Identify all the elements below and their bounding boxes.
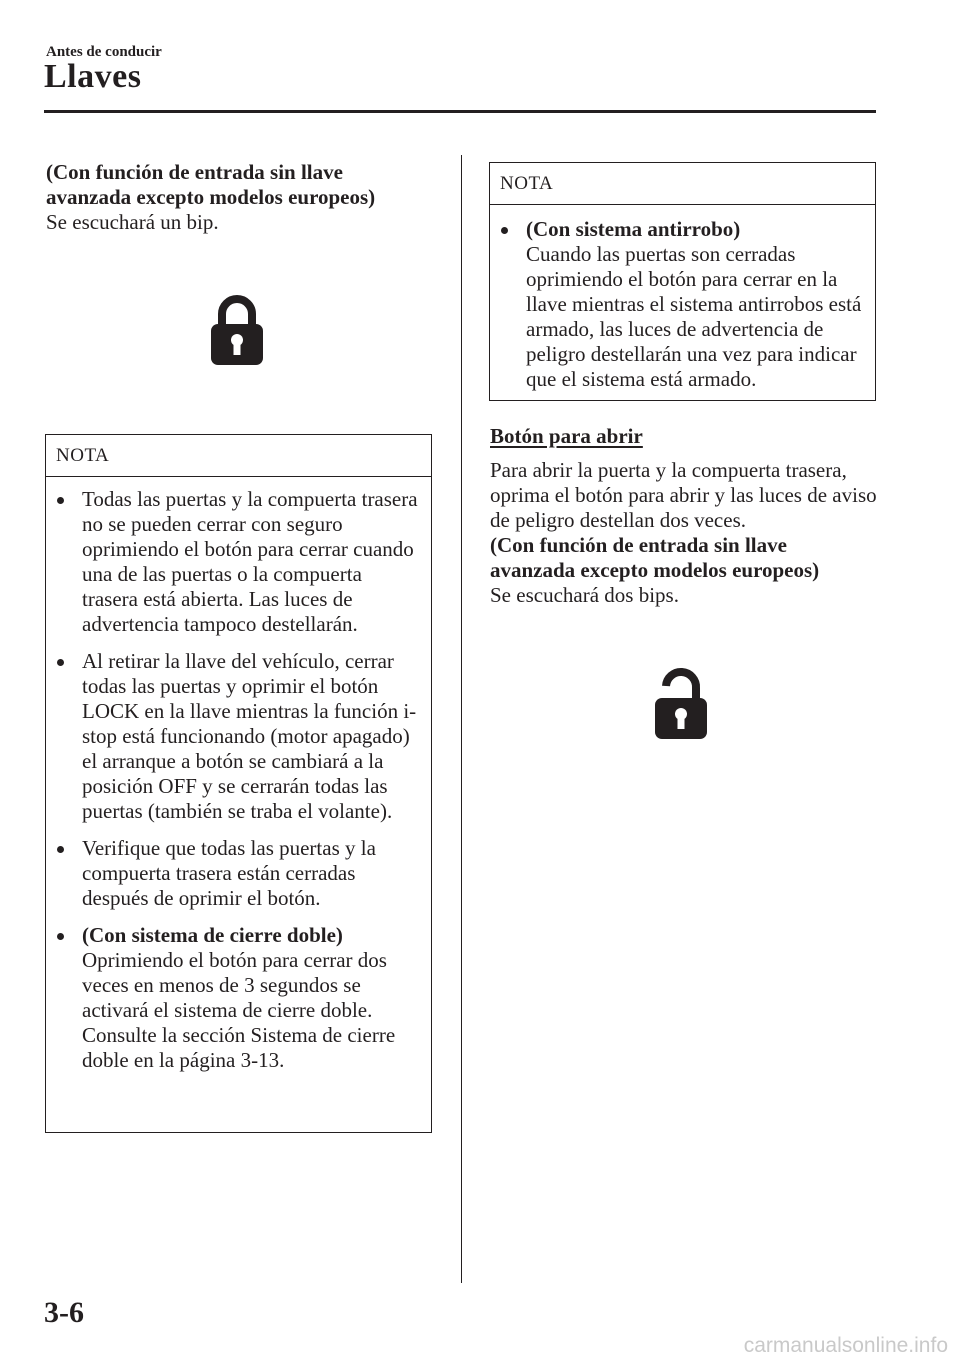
subheading-open-button: Botón para abrir: [490, 424, 643, 448]
intro-heading-line-2: avanzada excepto modelos europeos): [46, 185, 376, 209]
note-item: [82, 649, 423, 824]
keyless-heading-line-1: (Con función de entrada sin llave: [490, 533, 787, 557]
intro-text: Se escuchará un bip.: [46, 210, 219, 234]
body-text: Para abrir la puerta y la compuerta trasera, oprima el botón para abrir y las luces de aviso de peligro destellan dos veces.: [490, 458, 877, 532]
note-item-text: Cuando las puertas son cerradas oprimiendo el botón para cerrar en la llave mientras el sistema antirrobos está armado, las luces de advertencia de peligro destellarán una vez para indicar que el sistema está armado.: [526, 242, 862, 391]
note-item: [526, 217, 867, 392]
intro-heading-line-1: (Con función de entrada sin llave: [46, 160, 343, 184]
note-item-text: Al retirar la llave del vehículo, cerrar todas las puertas y oprimir el botón LOCK en la llave mientras la función i-stop está funcionando (motor apagado) el arranque a botón se cambiará a la posición OFF y se cerrarán todas las puertas (también se traba el volante).: [82, 649, 417, 823]
column-divider: [461, 155, 462, 1283]
note-item-text: Oprimiendo el botón para cerrar dos veces en menos de 3 segundos se activará el sistema de cierre doble. Consulte la sección Sistema de cierre doble en la página 3-13.: [82, 948, 396, 1072]
section-label: Antes de conducir: [46, 44, 162, 60]
note-item-heading: (Con sistema antirrobo): [526, 217, 741, 241]
note-box-right: [489, 162, 876, 401]
title-rule: [44, 110, 876, 113]
lock-open-icon: [654, 666, 708, 740]
note-item-heading: (Con sistema de cierre doble): [82, 923, 343, 947]
note-item: [82, 923, 423, 1073]
note-box-left: [45, 434, 432, 1133]
note-item: [82, 487, 423, 637]
note-list: [490, 205, 875, 392]
right-body: [490, 458, 890, 608]
note-item: [82, 836, 423, 911]
note-label: NOTA: [46, 435, 431, 477]
note-item-text: Verifique que todas las puertas y la compuerta trasera están cerradas después de oprimir el botón.: [82, 836, 376, 910]
left-intro: [46, 160, 446, 235]
note-label: NOTA: [490, 163, 875, 205]
lock-closed-icon: [210, 292, 264, 366]
page-number: 3-6: [44, 1296, 84, 1329]
note-list: [46, 477, 431, 1073]
keyless-heading-line-2: avanzada excepto modelos europeos): [490, 558, 820, 582]
note-item-text: Todas las puertas y la compuerta trasera no se pueden cerrar con seguro oprimiendo el botón para cerrar cuando una de las puertas o la compuerta trasera está abierta. Las luces de advertencia tampoco destellarán.: [82, 487, 418, 636]
watermark: carmanualsonline.info: [743, 1334, 948, 1357]
page-title: Llaves: [44, 58, 142, 95]
keyless-text: Se escuchará dos bips.: [490, 583, 679, 607]
